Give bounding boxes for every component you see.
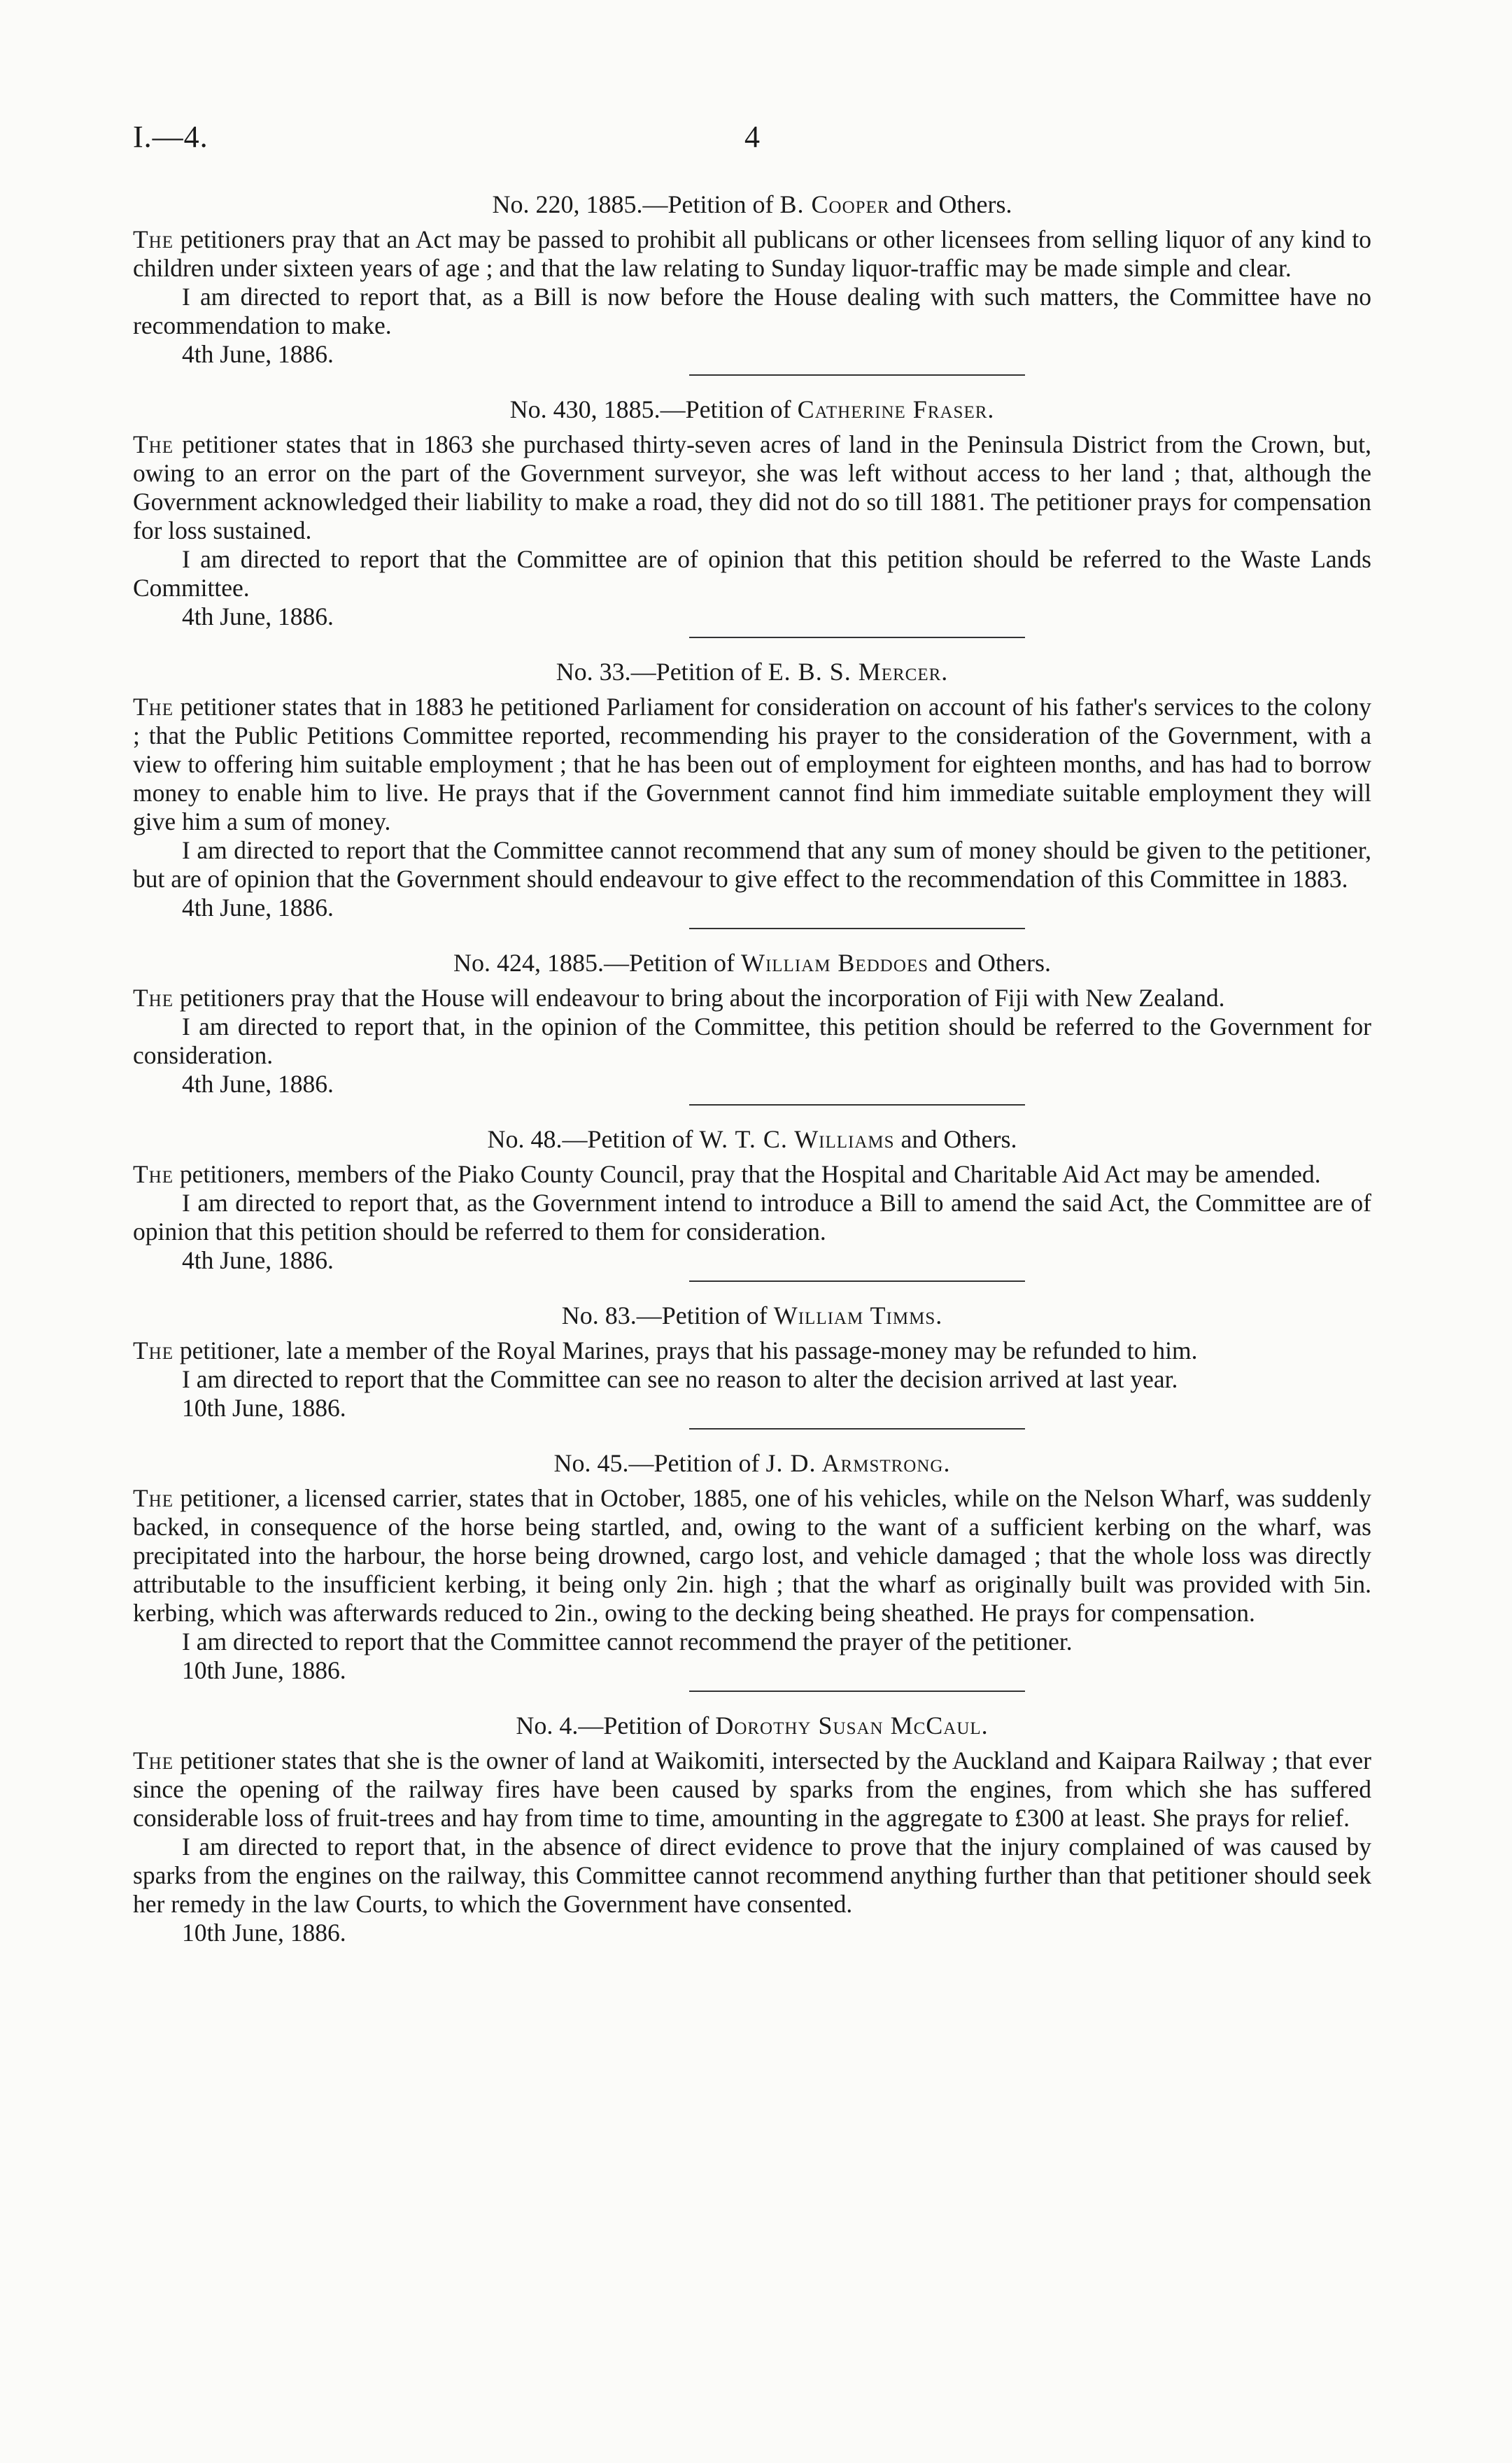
body-text: petitioner, late a member of the Royal Marines, prays that his passage-money may be refunded to him. [179, 1336, 1198, 1364]
petition-title [133, 656, 1371, 687]
body-text: petitioners, members of the Piako County Council, pray that the Hospital and Charitable Aid Act may be amended. [179, 1160, 1321, 1188]
document-page [133, 105, 1371, 1947]
committee-report: I am directed to report that, as a Bill is now before the House dealing with such matters, the Committee have no recommendation to make. [133, 283, 1371, 339]
report-date: 10th June, 1886. [182, 1656, 346, 1684]
petition-4 [133, 1710, 1371, 1947]
section-divider [689, 637, 1025, 638]
body-text: petitioner, a licensed carrier, states that in October, 1885, one of his vehicles, while on the Nelson Wharf, was suddenly backed, in consequence of the horse being startled, and, owing to the want of a sufficient kerbing on the wharf, was precipitated into the harbour, the horse being drowned, cargo lost, and vehicle damaged ; that the whole loss was directly attributable to the insufficient kerbing, it being only 2in. high ; that the wharf as originally built was provided with 5in. kerbing, which was afterwards reduced to 2in., owing to the decking being sheathed. He prays for compensation. [133, 1484, 1372, 1627]
report-date: 10th June, 1886. [182, 1919, 346, 1947]
petition-body [133, 1160, 1371, 1189]
section-divider [689, 374, 1025, 376]
report-date: 4th June, 1886. [182, 894, 334, 922]
page-number: 4 [744, 120, 760, 154]
lead-word: The [133, 1160, 174, 1188]
petition-title [133, 1710, 1371, 1741]
body-text: petitioners pray that an Act may be passed to prohibit all publicans or other licensees from selling liquor of any kind to children under sixteen years of age ; and that the law relating to Sunday liquor-traffic may be made simple and clear. [133, 225, 1372, 282]
report-date: 4th June, 1886. [182, 1246, 334, 1274]
petitioner-name: W. T. C. Williams [699, 1125, 895, 1153]
petition-430 [133, 394, 1371, 631]
petition-220 [133, 189, 1371, 369]
committee-report: I am directed to report that, in the opinion of the Committee, this petition should be referred to the Government for consideration. [133, 1012, 1371, 1069]
title-prefix: No. 33.—Petition of [556, 658, 762, 686]
petitioner-name: Catherine Fraser. [797, 395, 995, 423]
page-header [133, 105, 1371, 189]
title-prefix: No. 220, 1885.—Petition of [492, 190, 774, 218]
title-prefix: No. 424, 1885.—Petition of [453, 949, 735, 977]
petition-83 [133, 1300, 1371, 1423]
petition-title [133, 189, 1371, 220]
petition-body [133, 1484, 1371, 1628]
title-suffix: and Others. [900, 1125, 1017, 1153]
petitioner-name: William Timms. [773, 1301, 943, 1329]
report-date: 4th June, 1886. [182, 602, 334, 630]
lead-word: The [133, 984, 174, 1012]
petitioner-name: E. B. S. Mercer. [768, 658, 949, 686]
petition-424 [133, 947, 1371, 1099]
petition-title [133, 1448, 1371, 1478]
petition-body [133, 1746, 1371, 1833]
body-text: petitioner states that in 1883 he petitioned Parliament for consideration on account of his father's services to the colony ; that the Public Petitions Committee reported, recommending his prayer to the consideration of the Government, with a view to offering him suitable employment ; that he has been out of employment for eighteen months, and has had to borrow money to enable him to live. He prays that if the Government cannot find him immediate suitable employment they will give him a sum of money. [133, 693, 1372, 835]
lead-word: The [133, 693, 174, 721]
petition-body [133, 225, 1371, 283]
title-prefix: No. 45.—Petition of [553, 1449, 760, 1477]
lead-word: The [133, 1746, 174, 1774]
committee-report: I am directed to report that the Committee cannot recommend the prayer of the petitioner. [182, 1628, 1073, 1656]
petition-body [133, 984, 1371, 1012]
title-prefix: No. 48.—Petition of [487, 1125, 693, 1153]
committee-report: I am directed to report that the Committee cannot recommend that any sum of money should be given to the petitioner, but are of opinion that the Government should endeavour to give effect to the recommendation of this Committee in 1883. [133, 836, 1371, 893]
committee-report: I am directed to report that the Committee can see no reason to alter the decision arrived at last year. [182, 1365, 1178, 1393]
body-text: petitioner states that in 1863 she purchased thirty-seven acres of land in the Peninsula District from the Crown, but, owing to an error on the part of the Government surveyor, she was left without access to her land ; that, although the Government acknowledged their liability to make a road, they did not do so till 1881. The petitioner prays for compensation for loss sustained. [133, 430, 1372, 544]
petition-title [133, 947, 1371, 978]
section-divider [689, 1691, 1025, 1692]
petition-title [133, 394, 1371, 425]
petition-45 [133, 1448, 1371, 1685]
lead-word: The [133, 1484, 174, 1512]
title-suffix: and Others. [935, 949, 1052, 977]
report-date: 10th June, 1886. [182, 1394, 346, 1422]
petitioner-name: William Beddoes [740, 949, 929, 977]
petitioner-name: B. Cooper [779, 190, 890, 218]
petition-title [133, 1124, 1371, 1155]
title-prefix: No. 430, 1885.—Petition of [509, 395, 791, 423]
section-divider [689, 1280, 1025, 1282]
committee-report: I am directed to report that, as the Government intend to introduce a Bill to amend the said Act, the Committee are of opinion that this petition should be referred to them for consideration. [133, 1189, 1371, 1245]
committee-report: I am directed to report that the Committee are of opinion that this petition should be referred to the Waste Lands Committee. [133, 545, 1371, 602]
lead-word: The [133, 1336, 174, 1364]
section-divider [689, 1428, 1025, 1430]
petitioner-name: J. D. Armstrong. [765, 1449, 951, 1477]
document-reference: I.—4. [133, 120, 209, 154]
section-divider [689, 1104, 1025, 1106]
section-divider [689, 928, 1025, 929]
title-suffix: and Others. [896, 190, 1012, 218]
body-text: petitioners pray that the House will endeavour to bring about the incorporation of Fiji with New Zealand. [179, 984, 1225, 1012]
report-date: 4th June, 1886. [182, 1070, 334, 1098]
petition-33 [133, 656, 1371, 922]
report-date: 4th June, 1886. [182, 340, 334, 368]
lead-word: The [133, 225, 174, 253]
petition-body [133, 693, 1371, 836]
petition-48 [133, 1124, 1371, 1275]
petitioner-name: Dorothy Susan McCaul. [715, 1712, 989, 1739]
lead-word: The [133, 430, 174, 458]
petition-body [133, 430, 1371, 545]
body-text: petitioner states that she is the owner of land at Waikomiti, intersected by the Auckland and Kaipara Railway ; that ever since the opening of the railway fires have been caused by sparks from the engines, from which she has suffered considerable loss of fruit-trees and hay from time to time, amounting in the aggregate to £300 at least. She prays for relief. [133, 1746, 1372, 1832]
petition-body [133, 1336, 1371, 1365]
petition-title [133, 1300, 1371, 1331]
committee-report: I am directed to report that, in the absence of direct evidence to prove that the injury complained of was caused by sparks from the engines on the railway, this Committee cannot recommend anything further than that petitioner should seek her remedy in the law Courts, to which the Government have consented. [133, 1833, 1371, 1918]
title-prefix: No. 4.—Petition of [516, 1712, 709, 1739]
title-prefix: No. 83.—Petition of [561, 1301, 768, 1329]
